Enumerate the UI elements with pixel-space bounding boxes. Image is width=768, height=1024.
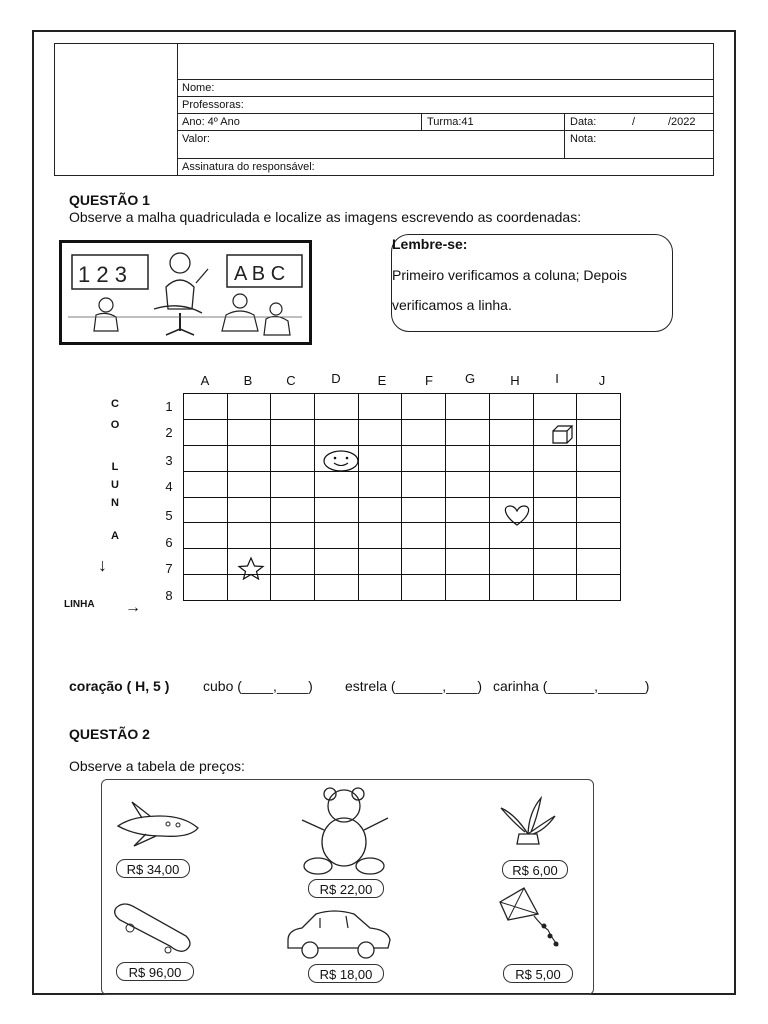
price-teddy: R$ 22,00 [308,879,384,898]
grid-row [184,523,621,549]
coluna-letter: O [110,419,120,431]
row-number: 7 [165,561,173,576]
linha-label: LINHA [64,599,95,610]
column-letter: C [286,373,296,388]
grid-row [184,471,621,497]
question-1-title: QUESTÃO 1 [69,192,150,208]
kite-icon [494,886,566,956]
column-letter: D [331,371,341,386]
price-plant: R$ 6,00 [502,860,568,879]
classroom-illustration [59,240,312,345]
coluna-letter: U [111,479,119,491]
ano-label: Ano: 4º Ano [182,116,240,128]
ano-row [177,113,713,131]
answer-carinha[interactable]: carinha (______,______) [493,678,650,694]
row-number: 2 [165,425,173,440]
assinatura-row[interactable] [177,158,713,175]
board-right-text: A B C [234,263,286,285]
teddy-bear-icon [294,786,394,878]
column-letter: F [425,373,433,388]
grid-row [184,497,621,523]
turma-label: Turma:41 [427,116,474,128]
professoras-label: Professoras: [182,99,244,111]
row-number: 4 [165,479,173,494]
column-letter: E [377,373,387,388]
skateboard-icon [110,898,196,954]
question-2-instruction: Observe a tabela de preços: [69,758,245,774]
price-airplane: R$ 34,00 [116,859,190,878]
answer-estrela[interactable]: estrela (______,____) [345,678,482,694]
column-letter: J [598,373,606,388]
nota-label: Nota: [570,133,597,145]
reminder-box [391,234,673,332]
column-letter: I [555,371,559,386]
classroom-drawing [62,243,309,342]
board-left-text: 1 2 3 [78,262,127,287]
price-table-panel [101,779,594,995]
coluna-letter: N [111,497,119,509]
arrow-down-icon: ↓ [98,555,107,575]
question-2-title: QUESTÃO 2 [69,726,150,742]
nome-row[interactable] [177,79,713,97]
row-number: 6 [165,535,173,550]
column-letter: G [464,371,476,386]
column-letter: A [200,373,210,388]
cube-icon [549,423,575,445]
arrow-right-icon: → [125,599,141,616]
row-number: 3 [165,453,173,468]
valor-row [177,130,713,159]
answer-example: coração ( H, 5 ) [69,678,170,694]
assinatura-label: Assinatura do responsável: [182,161,315,173]
heart-icon [501,503,533,527]
nome-label: Nome: [182,82,215,94]
price-kite: R$ 5,00 [503,964,573,983]
price-skateboard: R$ 96,00 [116,962,194,981]
star-icon [236,556,266,580]
column-letter: H [510,373,520,388]
header-blank-row [177,44,713,80]
price-car: R$ 18,00 [308,964,384,983]
row-number: 5 [165,508,173,523]
coluna-letter: C [111,398,119,410]
data-year: /2022 [668,116,696,128]
question-1-instruction: Observe a malha quadriculada e localize as imagens escrevendo as coordenadas: [69,209,582,225]
reminder-title: Lembre-se: [392,236,468,252]
valor-label: Valor: [182,133,210,145]
toy-car-icon [284,906,394,960]
plant-icon [495,794,559,850]
smiley-face-icon [321,449,361,473]
data-slash: / [632,116,636,128]
professoras-row[interactable] [177,96,713,114]
grid-row [184,394,621,420]
reminder-line-2: verificamos a linha. [392,297,512,313]
row-number: 8 [165,588,173,603]
airplane-toy-icon [112,798,202,848]
logo-box [55,44,178,175]
header-table [54,43,714,176]
coluna-letter: A [111,530,119,542]
answer-cubo[interactable]: cubo (____,____) [203,678,313,694]
column-letter: B [243,373,253,388]
grid-row [184,445,621,471]
coluna-letter: L [111,461,119,473]
row-number: 1 [165,399,173,414]
data-label: Data: [570,116,597,128]
reminder-line-1: Primeiro verificamos a coluna; Depois [392,267,627,283]
